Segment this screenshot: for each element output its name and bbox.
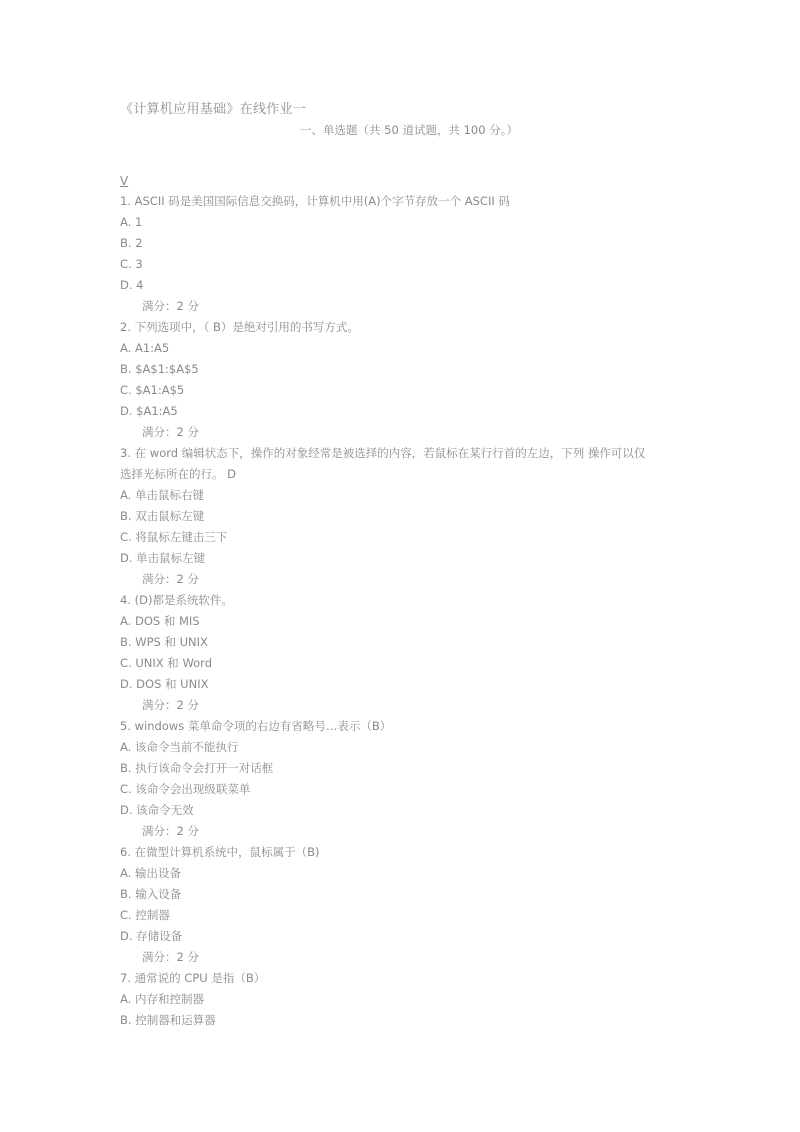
- answer-option: D. 存储设备: [120, 929, 183, 943]
- answer-option: B. 输入设备: [120, 887, 182, 901]
- question-text: 2. 下列选项中，（ B）是绝对引用的书写方式。: [120, 320, 359, 334]
- document-title: 《计算机应用基础》在线作业一: [120, 102, 307, 117]
- answer-option: B. WPS 和 UNIX: [120, 635, 208, 649]
- question-text: 6. 在微型计算机系统中，鼠标属于（B): [120, 845, 320, 859]
- answer-option: C. $A1:A$5: [120, 383, 185, 397]
- score-note: 满分：2 分: [142, 572, 199, 586]
- section-heading: 一、单选题（共 50 道试题，共 100 分。）: [300, 123, 518, 137]
- answer-option: C. 将鼠标左键击三下: [120, 530, 228, 544]
- question-list: [120, 191, 700, 1031]
- score-note: 满分：2 分: [142, 425, 199, 439]
- question-text: 5. windows 菜单命令项的右边有省略号…表示（B）: [120, 719, 392, 733]
- answer-option: B. 控制器和运算器: [120, 1013, 216, 1027]
- question-text: 4. (D)都是系统软件。: [120, 593, 233, 607]
- answer-option: C. 该命令会出现级联菜单: [120, 782, 251, 796]
- answer-option: D. 4: [120, 278, 144, 292]
- answer-option: D. 单击鼠标左键: [120, 551, 206, 565]
- score-note: 满分：2 分: [142, 950, 199, 964]
- answer-option: A. 内存和控制器: [120, 992, 204, 1006]
- answer-option: D. DOS 和 UNIX: [120, 677, 209, 691]
- answer-option: A. DOS 和 MIS: [120, 614, 200, 628]
- question-text: 1. ASCII 码是美国国际信息交换码，计算机中用(A)个字节存放一个 ASCII 码: [120, 194, 510, 208]
- answer-option: D. $A1:A5: [120, 404, 178, 418]
- answer-option: D. 该命令无效: [120, 803, 194, 817]
- question-text: 3. 在 word 编辑状态下，操作的对象经常是被选择的内容，若鼠标在某行行首的左边，下列 操作可以仅: [120, 446, 646, 460]
- answer-option: B. $A$1:$A$5: [120, 362, 199, 376]
- answer-option: C. 3: [120, 257, 143, 271]
- answer-option: B. 双击鼠标左键: [120, 509, 205, 523]
- score-note: 满分：2 分: [142, 824, 199, 838]
- answer-option: C. UNIX 和 Word: [120, 656, 212, 670]
- answer-option: B. 2: [120, 236, 143, 250]
- answer-option: A. 该命令当前不能执行: [120, 740, 239, 754]
- question-text-continued: 选择光标所在的行。 D: [120, 467, 237, 481]
- score-note: 满分：2 分: [142, 698, 199, 712]
- question-text: 7. 通常说的 CPU 是指（B）: [120, 971, 266, 985]
- answer-option: A. 输出设备: [120, 866, 181, 880]
- section-marker: V: [120, 174, 129, 188]
- answer-option: A. A1:A5: [120, 341, 170, 355]
- answer-option: B. 执行该命令会打开一对话框: [120, 761, 274, 775]
- score-note: 满分：2 分: [142, 299, 199, 313]
- answer-option: C. 控制器: [120, 908, 170, 922]
- answer-option: A. 单击鼠标右键: [120, 488, 204, 502]
- answer-option: A. 1: [120, 215, 143, 229]
